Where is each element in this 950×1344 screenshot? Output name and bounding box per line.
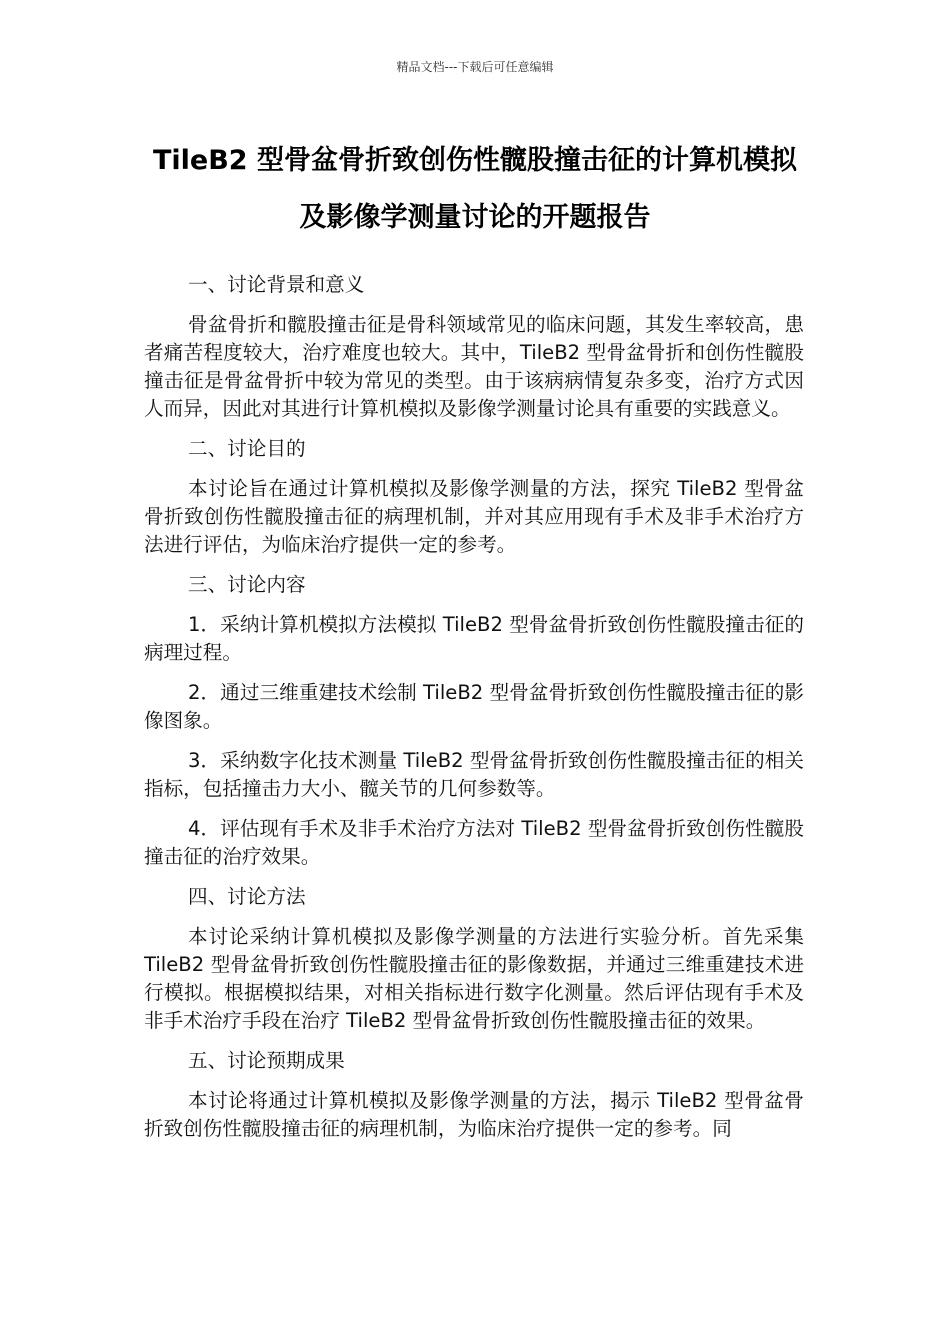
content-item-2: 2．通过三维重建技术绘制 TileB2 型骨盆骨折致创伤性髋股撞击征的影像图象。 bbox=[144, 681, 804, 732]
section-content bbox=[144, 571, 804, 871]
section-paragraph: 本讨论将通过计算机模拟及影像学测量的方法，揭示 TileB2 型骨盆骨折致创伤性髋股撞击征的病理机制，为临床治疗提供一定的参考。同 bbox=[144, 1089, 804, 1140]
section-heading: 五、讨论预期成果 bbox=[188, 1049, 345, 1072]
content-item-3: 3．采纳数字化技术测量 TileB2 型骨盆骨折致创伤性髋股撞击征的相关指标，包括撞击力大小、髋关节的几何参数等。 bbox=[144, 749, 804, 800]
section-paragraph: 骨盆骨折和髋股撞击征是骨科领域常见的临床问题，其发生率较高，患者痛苦程度较大，治疗难度也较大。其中，TileB2 型骨盆骨折和创伤性髋股撞击征是骨盆骨折中较为常见的类型。由于该病病情复杂多变，治疗方式因人而异，因此对其进行计算机模拟及影像学测量讨论具有重要的实践意义。 bbox=[144, 313, 804, 420]
content-item-1: 1．采纳计算机模拟方法模拟 TileB2 型骨盆骨折致创伤性髋股撞击征的病理过程。 bbox=[144, 613, 804, 664]
content-item-4: 4．评估现有手术及非手术治疗方法对 TileB2 型骨盆骨折致创伤性髋股撞击征的治疗效果。 bbox=[144, 817, 804, 868]
document-body bbox=[144, 271, 804, 1155]
section-methods bbox=[144, 883, 804, 1035]
section-heading: 二、讨论目的 bbox=[188, 437, 306, 460]
document-title-line-1: TileB2 型骨盆骨折致创伤性髋股撞击征的计算机模拟 bbox=[152, 145, 797, 176]
section-expected-results bbox=[144, 1047, 804, 1143]
document-title-line-2: 及影像学测量讨论的开题报告 bbox=[299, 202, 651, 233]
section-heading: 一、讨论背景和意义 bbox=[188, 273, 365, 296]
section-paragraph: 本讨论采纳计算机模拟及影像学测量的方法进行实验分析。首先采集 TileB2 型骨盆骨折致创伤性髋股撞击征的影像数据，并通过三维重建技术进行模拟。根据模拟结果，对相关指标进行数字化测量。然后评估现有手术及非手术治疗手段在治疗 TileB2 型骨盆骨折致创伤性髋股撞击征的效果。 bbox=[144, 925, 804, 1032]
section-purpose bbox=[144, 435, 804, 559]
section-heading: 三、讨论内容 bbox=[188, 573, 306, 596]
header-note: 精品文档---下载后可任意编辑 bbox=[396, 60, 554, 74]
section-background bbox=[144, 271, 804, 423]
section-paragraph: 本讨论旨在通过计算机模拟及影像学测量的方法，探究 TileB2 型骨盆骨折致创伤性髋股撞击征的病理机制，并对其应用现有手术及非手术治疗方法进行评估，为临床治疗提供一定的参考。 bbox=[144, 477, 804, 556]
section-heading: 四、讨论方法 bbox=[188, 885, 306, 908]
